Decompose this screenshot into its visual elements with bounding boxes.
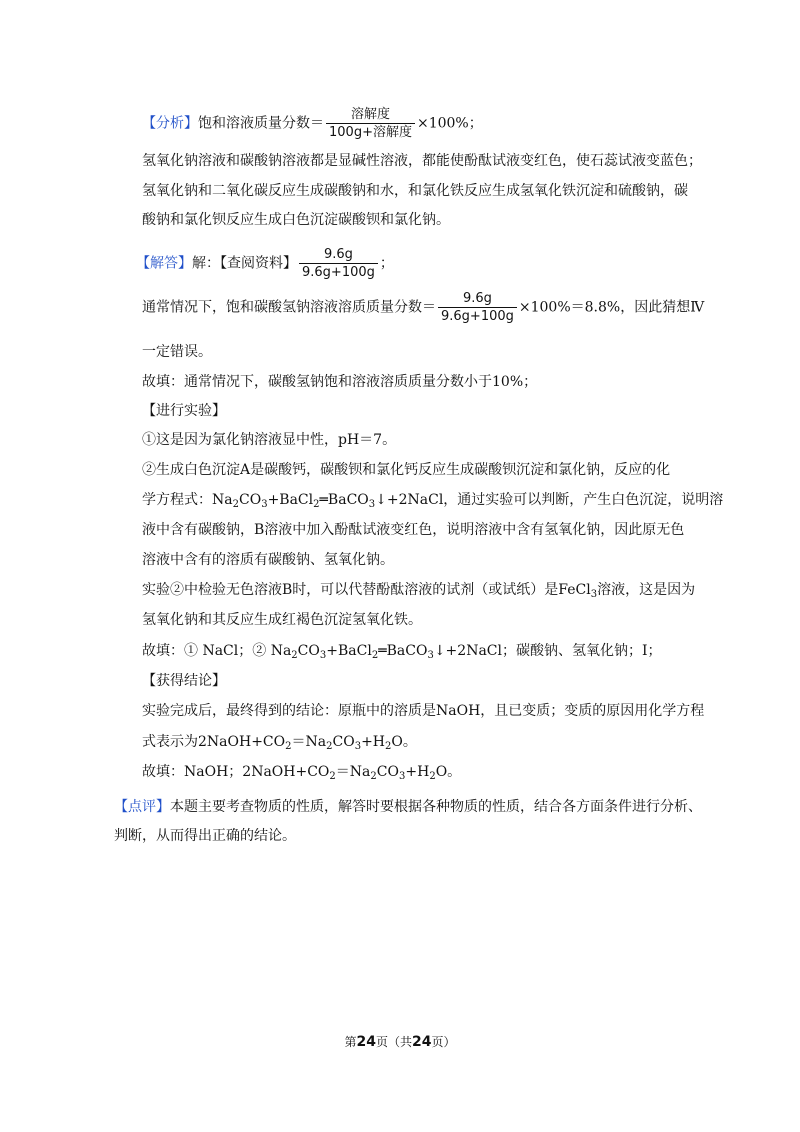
fill-line-2 <box>142 641 662 666</box>
fraction-numerator: 溶解度 <box>326 106 415 124</box>
experiment-line-5 <box>142 580 695 605</box>
analysis-formula-line <box>142 106 483 141</box>
fill2-suffix: ；碳酸钠、氢氧化钠；Ⅰ； <box>501 643 662 659</box>
answer-pre: 解：【查阅资料】 <box>192 255 297 272</box>
exp3-suffix: 溶液，这是因为 <box>597 582 696 598</box>
analysis-line-2: 氢氧化钠和二氧化碳反应生成碳酸钠和水，和氯化铁反应生成氢氧化铁沉淀和硫酸钠，碳 <box>142 183 688 199</box>
experiment-line-4: 溶液中含有的溶质有碳酸钠、氢氧化钠。 <box>142 552 394 568</box>
chemical-equation: $2NaOH+CO_2=Na_2CO_3+H_2O$ <box>198 734 403 752</box>
fecl3-formula: FeCl$_3$ <box>558 582 598 600</box>
analysis-pre: 饱和溶液质量分数＝ <box>198 115 324 132</box>
page-number: 24 <box>356 1034 376 1050</box>
chemical-equation: $2NaOH+CO_2=Na_2CO_3+H_2O$ <box>242 764 448 782</box>
conclusion-suffix: 。 <box>402 734 417 750</box>
fill3-suffix: 。 <box>447 764 462 780</box>
analysis-line-1: 氢氧化钠溶液和碳酸钠溶液都是显碱性溶液，都能使酚酞试液变红色，使石蕊试液变蓝色； <box>142 153 702 169</box>
fill-line-1: 故填：通常情况下，碳酸氢钠饱和溶液溶质质量分数小于10%； <box>142 374 538 390</box>
fill3-prefix: 故填：NaOH； <box>142 764 243 780</box>
fraction-denominator: 9.6g+100g <box>302 265 375 280</box>
analysis-post: ×100%； <box>416 115 483 132</box>
analysis-label: 【分析】 <box>142 115 198 132</box>
fraction-numerator: 9.6g <box>438 290 517 308</box>
equation-suffix: ，通过实验可以判断，产生白色沉淀，说明溶 <box>443 492 724 508</box>
experiment-line-6: 氢氧化钠和其反应生成红褐色沉淀氢氧化铁。 <box>142 612 422 628</box>
fraction-denominator: 100g+溶解度 <box>329 125 412 140</box>
equation-prefix: 学方程式： <box>142 492 212 508</box>
footer-suffix: 页） <box>431 1035 456 1049</box>
fill-line-3 <box>142 762 461 787</box>
answer-heading-line <box>136 246 394 281</box>
answer-post: ； <box>379 255 394 272</box>
calc-line <box>142 290 704 325</box>
experiment-line-3: 液中含有碳酸钠，B溶液中加入酚酞试液变红色，说明溶液中含有氢氧化钠，因此原无色 <box>142 522 685 538</box>
conclusion-line-1: 实验完成后，最终得到的结论：原瓶中的溶质是NaOH，且已变质；变质的原因用化学方程 <box>142 703 705 719</box>
experiment-line-1: ①这是因为氯化钠溶液显中性，pH＝7。 <box>142 432 397 448</box>
chemical-equation: $Na_2CO_3+BaCl_2═BaCO_3↓+2NaCl$ <box>270 643 502 661</box>
fraction-numerator: 9.6g <box>299 246 378 264</box>
conclusion-line-2 <box>142 732 417 757</box>
calc-post: ×100%＝8.8%，因此猜想Ⅳ <box>518 299 705 316</box>
page-total: 24 <box>412 1034 432 1050</box>
fraction-denominator: 9.6g+100g <box>441 309 514 324</box>
comment-text-1: 本题主要考查物质的性质，解答时要根据各种物质的性质，结合各方面条件进行分析、 <box>170 799 702 815</box>
answer-label: 【解答】 <box>136 255 192 272</box>
answer-fraction <box>299 246 378 281</box>
comment-line-1 <box>114 797 702 817</box>
calc-pre: 通常情况下，饱和碳酸氢钠溶液溶质质量分数＝ <box>142 299 436 316</box>
exp3-prefix: 实验②中检验无色溶液B时，可以代替酚酞溶液的试剂（或试纸）是 <box>142 582 559 598</box>
comment-label: 【点评】 <box>114 799 170 815</box>
fill2-prefix: 故填：① NaCl；② <box>142 643 271 659</box>
error-line: 一定错误。 <box>142 344 212 360</box>
experiment-heading: 【进行实验】 <box>142 403 226 419</box>
equation-line-1 <box>142 490 723 515</box>
analysis-line-3: 酸钠和氯化钡反应生成白色沉淀碳酸钡和氯化钠。 <box>142 212 450 228</box>
conclusion-heading: 【获得结论】 <box>142 673 226 689</box>
experiment-line-2: ②生成白色沉淀A是碳酸钙，碳酸钡和氯化钙反应生成碳酸钡沉淀和氯化钠，反应的化 <box>142 462 671 478</box>
conclusion-prefix: 式表示为 <box>142 734 198 750</box>
page-footer <box>0 1033 800 1050</box>
calc-fraction <box>438 290 517 325</box>
comment-line-2: 判断，从而得出正确的结论。 <box>114 828 296 844</box>
footer-middle: 页（共 <box>375 1035 412 1049</box>
footer-prefix: 第 <box>344 1035 357 1049</box>
solubility-fraction <box>326 106 415 141</box>
chemical-equation: $Na_2CO_3+BaCl_2═BaCO_3↓+2NaCl$ <box>212 492 444 510</box>
